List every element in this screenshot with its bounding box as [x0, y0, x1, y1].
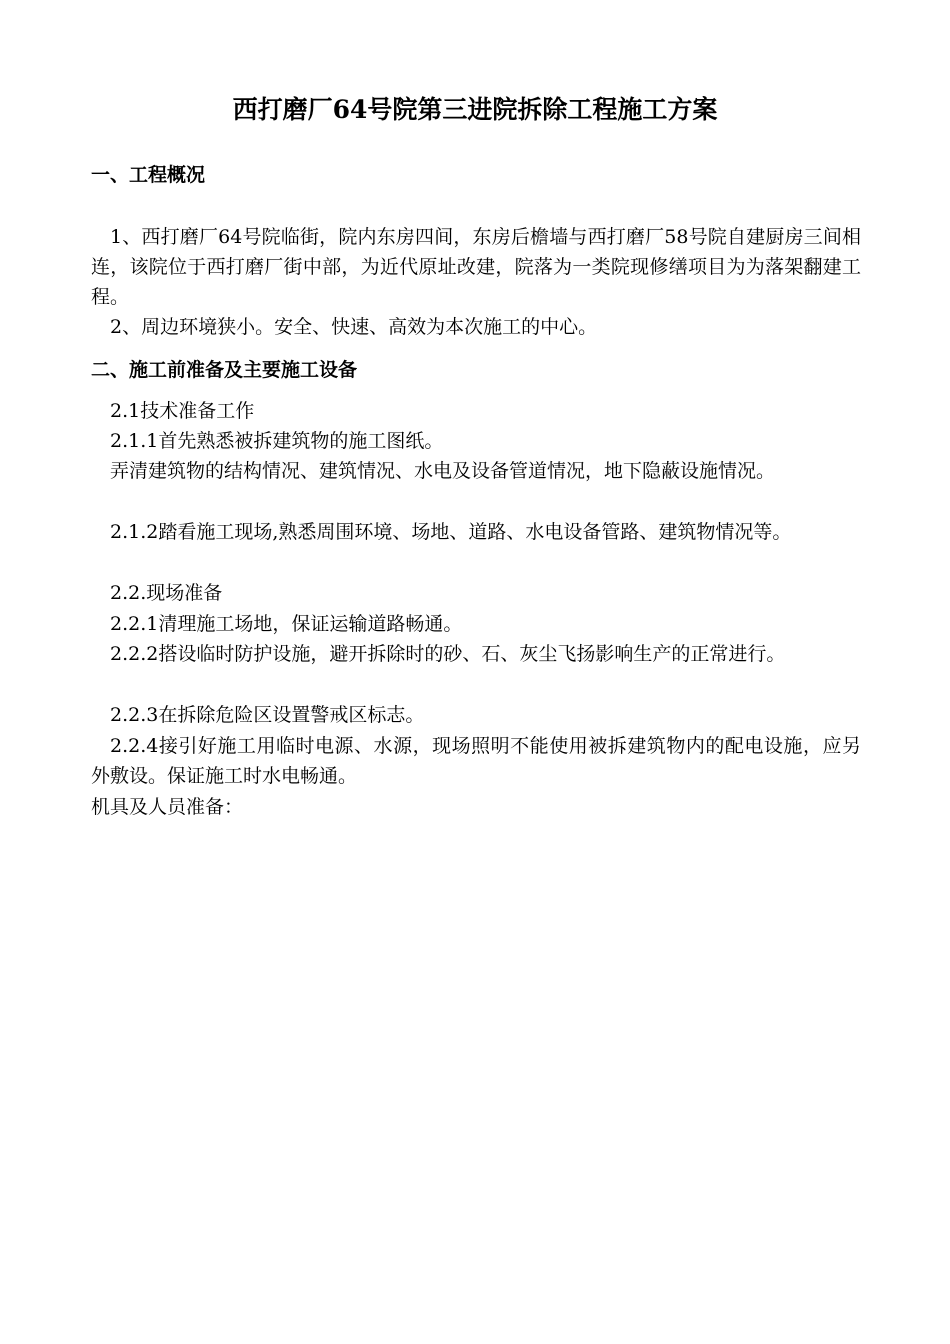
- paragraph-prep-equipment: 机具及人员准备：: [91, 796, 244, 818]
- paragraph-overview-2: 2、周边环境狭小。安全、快速、高效为本次施工的中心。: [110, 316, 598, 338]
- paragraph-prep-2-2-2: 2.2.2搭设临时防护设施，避开拆除时的砂、石、灰尘飞扬影响生产的正常进行。: [110, 643, 786, 665]
- paragraph-prep-2-2-3: 2.2.3在拆除危险区设置警戒区标志。: [110, 704, 425, 726]
- paragraph-overview-1: 1、西打磨厂64号院临街，院内东房四间，东房后檐墙与西打磨厂58号院自建厨房三间相连，该院位于西打磨厂街中部，为近代原址改建，院落为一类院现修缮项目为为落架翻建工程。: [91, 226, 861, 308]
- paragraph-prep-2-2-1: 2.2.1清理施工场地，保证运输道路畅通。: [110, 613, 463, 635]
- document-title: 西打磨厂64号院第三进院拆除工程施工方案: [232, 95, 718, 124]
- paragraph-prep-2-1-2: 2.1.2踏看施工现场,熟悉周围环境、场地、道路、水电设备管路、建筑物情况等。: [110, 521, 792, 543]
- paragraph-prep-structure: 弄清建筑物的结构情况、建筑情况、水电及设备管道情况，地下隐蔽设施情况。: [110, 460, 776, 482]
- paragraph-prep-2-1-1: 2.1.1首先熟悉被拆建筑物的施工图纸。: [110, 430, 444, 452]
- section-heading-preparation: 二、施工前准备及主要施工设备: [91, 359, 358, 381]
- paragraph-prep-2-1: 2.1技术准备工作: [110, 400, 255, 422]
- paragraph-prep-2-2-4: 2.2.4接引好施工用临时电源、水源，现场照明不能使用被拆建筑物内的配电设施，应另外敷设。保证施工时水电畅通。: [91, 735, 861, 787]
- paragraph-prep-2-2: 2.2.现场准备: [110, 582, 223, 604]
- section-heading-overview: 一、工程概况: [91, 164, 206, 186]
